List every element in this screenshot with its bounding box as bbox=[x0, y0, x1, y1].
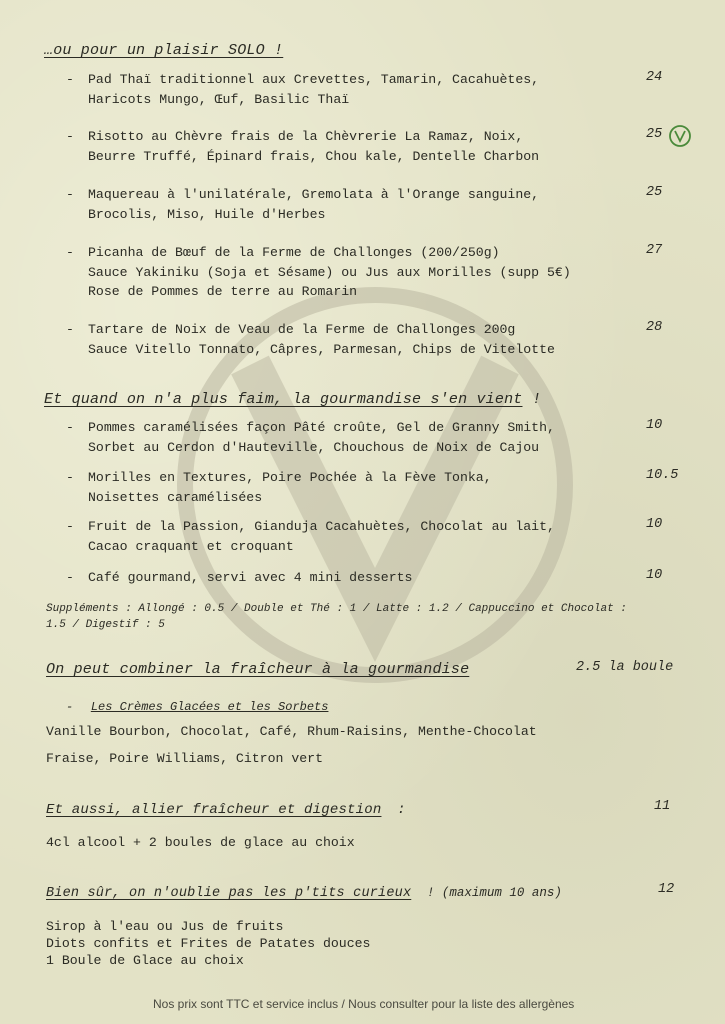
dash-bullet: - bbox=[66, 187, 74, 202]
section-title-kids bbox=[46, 883, 562, 901]
dish-price: 28 bbox=[646, 320, 663, 335]
dish-item bbox=[66, 243, 626, 302]
dish-line: Noisettes caramélisées bbox=[88, 489, 263, 505]
dish-line: Sauce Vitello Tonnato, Câpres, Parmesan, Chips de Vitelotte bbox=[88, 341, 555, 357]
dish-item bbox=[66, 320, 626, 359]
section-price: 11 bbox=[654, 799, 671, 814]
dish-item bbox=[66, 517, 626, 556]
vegetarian-icon bbox=[668, 124, 692, 148]
dish-line: Beurre Truffé, Épinard frais, Chou kale, Dentelle Charbon bbox=[88, 148, 540, 164]
dish-price: 27 bbox=[646, 243, 663, 258]
dish-price: 25 bbox=[646, 127, 663, 142]
dish-line: Picanha de Bœuf de la Ferme de Challonges (200/250g) bbox=[88, 245, 500, 260]
dish-line: Cacao craquant et croquant bbox=[88, 538, 294, 554]
section-title-text: Bien sûr, on n'oublie pas les p'tits curieux bbox=[46, 886, 412, 901]
dish-item bbox=[66, 185, 626, 224]
subsection-title-text: Les Crèmes Glacées et les Sorbets bbox=[90, 700, 329, 714]
dash-bullet: - bbox=[66, 470, 74, 485]
flavors-line: Vanille Bourbon, Chocolat, Café, Rhum-Raisins, Menthe-Chocolat bbox=[46, 724, 537, 739]
dish-price: 10 bbox=[646, 568, 663, 583]
dish-line: Rose de Pommes de terre au Romarin bbox=[88, 284, 358, 299]
dish-item bbox=[66, 568, 626, 588]
section-title-suffix: ! bbox=[532, 391, 542, 408]
dish-line: Sauce Yakiniku (Soja et Sésame) ou Jus aux Morilles (supp 5€) bbox=[88, 264, 571, 280]
kids-line: Sirop à l'eau ou Jus de fruits bbox=[46, 919, 284, 934]
section-title-text: Et aussi, allier fraîcheur et digestion bbox=[46, 802, 382, 818]
dash-bullet: - bbox=[66, 519, 74, 534]
dish-item bbox=[66, 468, 626, 507]
dish-price: 24 bbox=[646, 70, 663, 85]
dash-bullet: - bbox=[66, 700, 74, 714]
dish-line: Fruit de la Passion, Gianduja Cacahuètes, Chocolat au lait, bbox=[88, 519, 555, 534]
dish-line: Pad Thaï traditionnel aux Crevettes, Tamarin, Cacahuètes, bbox=[88, 72, 540, 87]
dish-price: 10 bbox=[646, 517, 663, 532]
kids-line: 1 Boule de Glace au choix bbox=[46, 953, 244, 968]
dash-bullet: - bbox=[66, 72, 74, 87]
section-title-suffix: : bbox=[397, 802, 406, 818]
dish-price: 10 bbox=[646, 418, 663, 433]
section-price: 12 bbox=[658, 882, 675, 897]
section-price: 2.5 la boule bbox=[576, 660, 674, 675]
section-title-suffix: ! (maximum 10 ans) bbox=[426, 886, 562, 900]
section-title-desserts bbox=[44, 390, 541, 408]
dash-bullet: - bbox=[66, 245, 74, 260]
kids-line: Diots confits et Frites de Patates douces bbox=[46, 936, 371, 951]
dish-line: Haricots Mungo, Œuf, Basilic Thaï bbox=[88, 91, 350, 107]
dash-bullet: - bbox=[66, 420, 74, 435]
supplements-note bbox=[46, 601, 627, 633]
subsection-title bbox=[66, 697, 328, 715]
dish-line: Maquereau à l'unilatérale, Gremolata à l'Orange sanguine, bbox=[88, 187, 540, 202]
dash-bullet: - bbox=[66, 129, 74, 144]
dish-item bbox=[66, 418, 626, 457]
flavors-line: Fraise, Poire Williams, Citron vert bbox=[46, 751, 323, 766]
dash-bullet: - bbox=[66, 570, 74, 585]
dish-item bbox=[66, 70, 626, 109]
section-title-digestion bbox=[46, 800, 405, 818]
footer-note: Nos prix sont TTC et service inclus / Nous consulter pour la liste des allergènes bbox=[153, 997, 575, 1011]
dish-line: Café gourmand, servi avec 4 mini desserts bbox=[88, 570, 413, 585]
supplements-line: 1.5 / Digestif : 5 bbox=[46, 619, 165, 631]
dish-line: Sorbet au Cerdon d'Hauteville, Chouchous de Noix de Cajou bbox=[88, 439, 540, 455]
dish-line: Brocolis, Miso, Huile d'Herbes bbox=[88, 206, 326, 222]
digestion-line: 4cl alcool + 2 boules de glace au choix bbox=[46, 835, 355, 850]
section-title-solo: …ou pour un plaisir SOLO ! bbox=[44, 42, 284, 59]
dish-item bbox=[66, 127, 626, 166]
dish-price: 10.5 bbox=[646, 468, 679, 483]
section-title-text: Et quand on n'a plus faim, la gourmandise s'en vient bbox=[44, 391, 523, 408]
section-title-fraicheur: On peut combiner la fraîcheur à la gourmandise bbox=[46, 661, 470, 678]
dash-bullet: - bbox=[66, 322, 74, 337]
dish-line: Tartare de Noix de Veau de la Ferme de Challonges 200g bbox=[88, 322, 516, 337]
dish-line: Pommes caramélisées façon Pâté croûte, Gel de Granny Smith, bbox=[88, 420, 555, 435]
dish-line: Risotto au Chèvre frais de la Chèvrerie La Ramaz, Noix, bbox=[88, 129, 524, 144]
supplements-line: Suppléments : Allongé : 0.5 / Double et Thé : 1 / Latte : 1.2 / Cappuccino et Chocolat : bbox=[46, 603, 627, 615]
dish-price: 25 bbox=[646, 185, 663, 200]
dish-line: Morilles en Textures, Poire Pochée à la Fève Tonka, bbox=[88, 470, 492, 485]
